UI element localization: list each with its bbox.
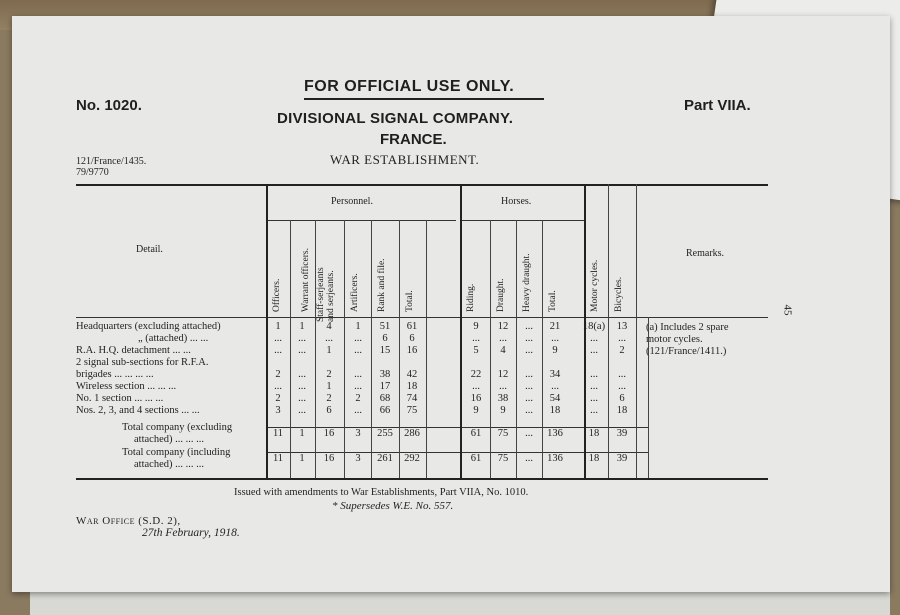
table-cell: 38 <box>379 369 391 380</box>
table-cell: ... <box>354 345 362 356</box>
table-cell: 61 <box>470 453 482 464</box>
table-cell: 1 <box>299 428 305 439</box>
table-cell: 255 <box>377 428 393 439</box>
document-page <box>12 16 890 592</box>
table-cell: 2 <box>619 345 625 356</box>
war-office-text: War Office (S.D. 2), <box>76 515 181 527</box>
table-cell: ... <box>354 369 362 380</box>
table-cell: ... <box>472 333 480 344</box>
table-cell: 4 <box>326 321 332 332</box>
table-cell: ... <box>354 381 362 392</box>
document-number: No. 1020. <box>76 97 142 114</box>
remarks-line: (a) Includes 2 spare <box>646 322 729 333</box>
document-subtitle: FRANCE. <box>380 131 447 148</box>
table-cell: ... <box>354 405 362 416</box>
table-cell: ... <box>525 345 533 356</box>
row-label-line: attached) ... ... ... <box>134 434 204 445</box>
table-cell: 4 <box>500 345 506 356</box>
column-header-3: Artificers. <box>350 273 360 312</box>
detail-header: Detail. <box>136 244 163 255</box>
row-label <box>122 422 232 446</box>
table-cell: 11 <box>272 428 284 439</box>
table-cell: ... <box>525 453 533 464</box>
horses-rule <box>460 220 584 221</box>
table-cell: 18 <box>406 381 418 392</box>
table-cell: 2 <box>275 369 281 380</box>
establishment-table <box>76 184 768 478</box>
table-cell: ... <box>618 333 626 344</box>
issue-date <box>142 527 240 539</box>
table-cell: ... <box>298 333 306 344</box>
reference-line: 79/9770 <box>76 167 109 178</box>
column-rule <box>636 184 637 478</box>
header-bottom-rule <box>76 317 768 318</box>
table-cell: 261 <box>377 453 393 464</box>
table-cell: ... <box>525 333 533 344</box>
column-rule <box>426 220 427 478</box>
table-cell: 39 <box>616 428 628 439</box>
table-cell: 75 <box>497 453 509 464</box>
table-cell: ... <box>551 381 559 392</box>
table-cell: 61 <box>406 321 418 332</box>
row-label-line: Total company (including <box>122 447 231 458</box>
table-cell: 136 <box>547 453 563 464</box>
issue-date-text: 27th February, 1918. <box>142 527 240 539</box>
table-cell: 17 <box>379 381 391 392</box>
table-cell: ... <box>525 381 533 392</box>
table-cell: 3 <box>355 453 361 464</box>
table-cell: ... <box>590 333 598 344</box>
row-label: Wireless section ... ... ... <box>76 381 177 392</box>
row-label: Headquarters (excluding attached) <box>76 321 221 332</box>
table-cell: 74 <box>406 393 418 404</box>
column-header-10: Motor cycles. <box>590 259 600 312</box>
row-label: brigades ... ... ... ... <box>76 369 154 380</box>
table-cell: 15 <box>379 345 391 356</box>
table-cell: 6 <box>619 393 625 404</box>
table-cell: 9 <box>552 345 558 356</box>
reference-numbers <box>76 156 146 178</box>
table-cell: 1 <box>326 345 332 356</box>
table-cell: 51 <box>379 321 391 332</box>
table-cell: ... <box>499 333 507 344</box>
table-cell: 3 <box>355 428 361 439</box>
table-cell: 12 <box>497 369 509 380</box>
table-top-rule <box>76 184 768 186</box>
table-cell: ... <box>525 393 533 404</box>
table-cell: 54 <box>549 393 561 404</box>
row-label: „ (attached) ... ... <box>138 333 209 344</box>
column-header-1: Warrant officers. <box>301 248 311 312</box>
column-header-2: Staff-serjeants and serjeants. <box>316 267 336 322</box>
table-cell: 34 <box>549 369 561 380</box>
table-cell: 2 <box>326 393 332 404</box>
column-rule <box>460 184 462 478</box>
table-cell: 18 <box>588 453 600 464</box>
column-header-11: Bicycles. <box>614 276 624 312</box>
column-header-5: Total. <box>405 290 415 312</box>
column-header-7: Draught. <box>496 278 506 312</box>
table-cell: 3 <box>275 405 281 416</box>
remarks-line: motor cycles. <box>646 334 703 345</box>
column-header-9: Total. <box>548 290 558 312</box>
table-cell: ... <box>298 381 306 392</box>
row-label: Nos. 2, 3, and 4 sections ... ... <box>76 405 200 416</box>
table-cell: ... <box>472 381 480 392</box>
table-cell: ... <box>298 405 306 416</box>
table-cell: 286 <box>404 428 420 439</box>
table-cell: 38 <box>497 393 509 404</box>
table-cell: ... <box>590 345 598 356</box>
table-cell: ... <box>551 333 559 344</box>
row-label: 2 signal sub-sections for R.F.A. <box>76 357 209 368</box>
row-label: R.A. H.Q. detachment ... ... <box>76 345 191 356</box>
table-cell: ... <box>274 345 282 356</box>
table-cell: 1 <box>299 321 305 332</box>
table-cell: ... <box>298 345 306 356</box>
table-cell: 6 <box>326 405 332 416</box>
war-office-signature <box>76 515 181 527</box>
row-label <box>122 447 230 471</box>
table-cell: 2 <box>355 393 361 404</box>
table-cell: 136 <box>547 428 563 439</box>
table-cell: 75 <box>406 405 418 416</box>
column-header-4: Rank and file. <box>377 258 387 312</box>
column-header-0: Officers. <box>272 278 282 312</box>
table-cell: 42 <box>406 369 418 380</box>
table-cell: ... <box>499 381 507 392</box>
table-cell: ... <box>525 369 533 380</box>
table-cell: ... <box>590 381 598 392</box>
table-cell: 2 <box>326 369 332 380</box>
table-cell: 1 <box>299 453 305 464</box>
table-cell: 1 <box>326 381 332 392</box>
table-cell: ... <box>274 333 282 344</box>
row-label: No. 1 section ... ... ... <box>76 393 164 404</box>
table-cell: 18 <box>616 405 628 416</box>
table-cell: 18 <box>588 428 600 439</box>
personnel-header: Personnel. <box>331 196 373 207</box>
table-cell: ... <box>525 405 533 416</box>
table-cell: 16 <box>406 345 418 356</box>
remarks-line: (121/France/1411.) <box>646 346 727 357</box>
table-cell: 16 <box>470 393 482 404</box>
table-cell: 6 <box>382 333 388 344</box>
table-cell: ... <box>298 393 306 404</box>
document-title: DIVISIONAL SIGNAL COMPANY. <box>277 110 514 127</box>
table-cell: ... <box>590 405 598 416</box>
row-label-line: Total company (excluding <box>122 422 233 433</box>
row-label-line: attached) ... ... ... <box>134 459 204 470</box>
table-cell: 21 <box>549 321 561 332</box>
table-cell: 13 <box>616 321 628 332</box>
heading-underline <box>304 98 544 100</box>
table-cell: 11 <box>272 453 284 464</box>
table-cell: 9 <box>473 321 479 332</box>
table-cell: ... <box>618 381 626 392</box>
remarks-note <box>646 322 729 358</box>
official-use-heading: FOR OFFICIAL USE ONLY. <box>304 78 515 95</box>
supersedes-note: * Supersedes W.E. No. 557. <box>332 500 454 512</box>
table-cell: 18 <box>549 405 561 416</box>
reference-line: 121/France/1435. <box>76 156 147 167</box>
table-cell: 66 <box>379 405 391 416</box>
personnel-rule <box>266 220 456 221</box>
table-cell: 1 <box>275 321 281 332</box>
table-cell: 12 <box>497 321 509 332</box>
table-cell: 22 <box>470 369 482 380</box>
column-header-6: Riding. <box>466 283 476 312</box>
table-cell: ... <box>525 321 533 332</box>
table-cell: 61 <box>470 428 482 439</box>
page-number: 45 <box>781 304 794 316</box>
remarks-header: Remarks. <box>686 248 725 259</box>
column-rule <box>648 317 649 478</box>
table-cell: 75 <box>497 428 509 439</box>
table-cell: 292 <box>404 453 420 464</box>
table-cell: ... <box>325 333 333 344</box>
table-cell: ... <box>354 333 362 344</box>
table-cell: ... <box>525 428 533 439</box>
table-cell: 16 <box>323 453 335 464</box>
table-cell: 9 <box>473 405 479 416</box>
document-type: WAR ESTABLISHMENT. <box>330 152 480 167</box>
table-cell: 6 <box>409 333 415 344</box>
column-header-8: Heavy draught. <box>522 253 532 312</box>
table-cell: ... <box>618 369 626 380</box>
table-cell: ... <box>274 381 282 392</box>
table-cell: ... <box>590 369 598 380</box>
table-cell: 5 <box>473 345 479 356</box>
issued-note: Issued with amendments to War Establishments, Part VIIA, No. 1010. <box>234 487 529 498</box>
table-cell: 16 <box>323 428 335 439</box>
part-label: Part VIIA. <box>684 97 751 114</box>
table-cell: 9 <box>500 405 506 416</box>
horses-header: Horses. <box>501 196 532 207</box>
table-cell: ... <box>298 369 306 380</box>
table-bottom-rule <box>76 478 768 480</box>
table-cell: ... <box>590 393 598 404</box>
table-cell: 39 <box>616 453 628 464</box>
table-cell: 68 <box>379 393 391 404</box>
table-cell: 1 <box>355 321 361 332</box>
table-cell: 2 <box>275 393 281 404</box>
table-cell: 18(a) <box>582 321 606 332</box>
